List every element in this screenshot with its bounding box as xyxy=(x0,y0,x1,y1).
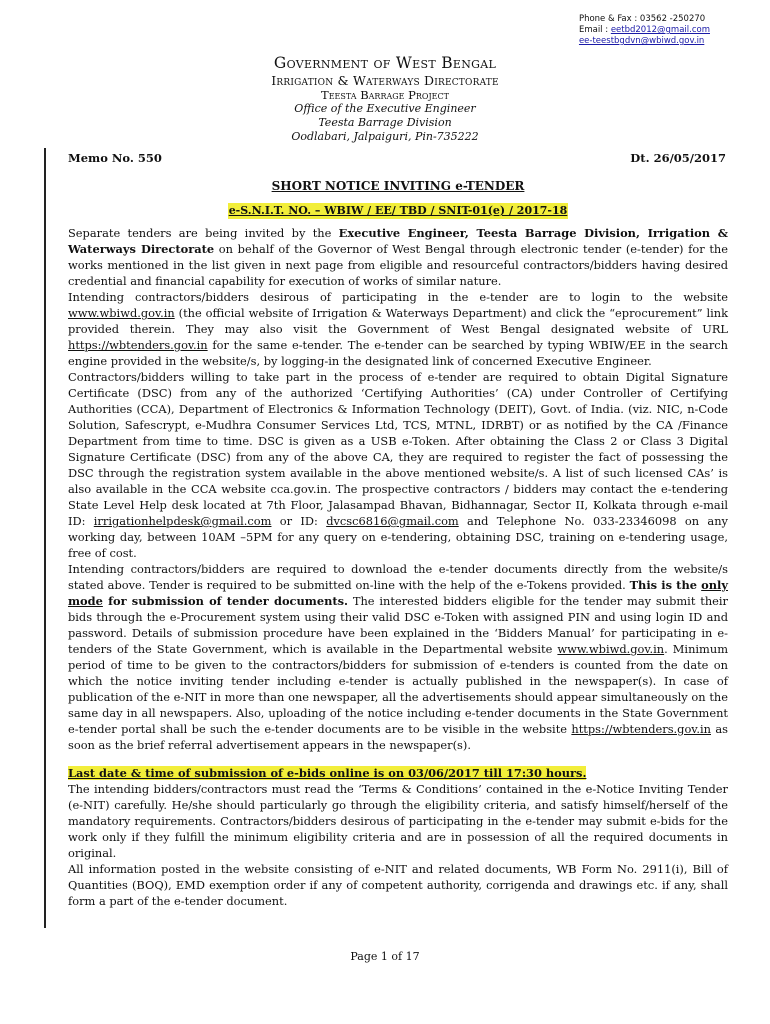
snit-number: e-S.N.I.T. NO. – WBIW / EE/ TBD / SNIT-01(e) / 2017-18 xyxy=(228,204,568,217)
memo-date: Dt. 26/05/2017 xyxy=(630,151,726,165)
para2-text-c: for the same e-tender. The e-tender can be searched by typing WBIW/EE in the search engine provided in the website/s, by logging-in the designated link of concerned Executive Engineer. xyxy=(68,338,728,368)
para1-bold: Executive Engineer, Teesta Barrage Division, Irrigation & Waterways Directorate xyxy=(68,226,728,256)
memo-row xyxy=(68,150,728,166)
dvcsc-email-link[interactable]: dvcsc6816@gmail.com xyxy=(326,514,459,528)
email-link-2[interactable]: ee-teestbgdvn@wbiwd.gov.in xyxy=(578,36,705,46)
office-address: Oodlabari, Jalpaiguri, Pin-735222 xyxy=(291,130,479,143)
division-title: Teesta Barrage Division xyxy=(318,116,452,129)
memo-number: Memo No. 550 xyxy=(68,151,162,165)
para4-text-d: . Minimum period of time to be given to the contractors/bidders for submission of e-tenders is counted from the date on which the notice inviting tender including e-tender is actually published in the newspaper(s). In case of publication of the e-NIT in more than one newspaper, all the advertisements should appear simultaneously on the same day in all newspapers. Also, uploading of the notice including e-tender documents in the State Government e-tender portal shall be such the e-tender documents are to be visible in the website xyxy=(68,642,728,736)
email-label: Email : xyxy=(578,25,609,35)
paragraph-2 xyxy=(68,289,728,369)
para4-text-e: as soon as the brief referral advertisement appears in the newspaper(s). xyxy=(68,722,728,752)
paragraph-4 xyxy=(68,561,728,753)
left-margin-rule xyxy=(44,148,46,928)
government-title: Government of West Bengal xyxy=(273,54,497,72)
contact-block xyxy=(579,14,710,47)
para4-bold-3: for submission of tender documents. xyxy=(102,594,348,608)
email-link-1[interactable]: eetbd2012@gmail.com xyxy=(610,25,710,35)
document-body xyxy=(68,150,728,909)
phone-fax: Phone & Fax : 03562 -250270 xyxy=(578,14,706,24)
project-title: Teesta Barrage Project xyxy=(321,88,449,102)
page-number: Page 1 of 17 xyxy=(350,950,420,963)
wbiwd-link[interactable]: www.wbiwd.gov.in xyxy=(68,306,175,320)
email-line-1 xyxy=(579,25,710,36)
paragraph-6: All information posted in the website consisting of e-NIT and related documents, WB Form No. 2911(i), Bill of Quantities (BOQ), EMD exemption order if any of competent authority, corrigenda and drawings etc. if any, shall form a part of the e-tender document. xyxy=(68,862,728,908)
para4-text-a: Intending contractors/bidders are required to download the e-tender documents directly from the website/s stated above. Tender is required to be submitted on-line with the help of the e-Tokens provided. xyxy=(68,562,728,592)
para4-bold-1: This is the xyxy=(629,578,702,592)
office-title: Office of the Executive Engineer xyxy=(294,102,476,115)
helpdesk-email-link[interactable]: irrigationhelpdesk@gmail.com xyxy=(93,514,272,528)
wbtenders-link-2[interactable]: https://wbtenders.gov.in xyxy=(571,722,711,736)
para3-text-a: Contractors/bidders willing to take part in the process of e-tender are required to obtain Digital Signature Certificate (DSC) from any of the authorized ‘Certifying Authorities’ (CA) under Controller of Certifying Authorities (CCA), Department of Electronics & Information Technology (DEIT), Govt. of India. (viz. NIC, n-Code Solution, Safescrypt, e-Mudhra Consumer Services Ltd, TCS, MTNL, IDRBT) or as notified by the CA /Finance Department from time to time. DSC is given as a USB e-Token. After obtaining the Class 2 or Class 3 Digital Signature Certificate (DSC) from any of the above CA, they are required to register the fact of possessing the DSC through the registration system available in the above mentioned website/s. A list of such licensed CAs’ is also available in the CCA website cca.gov.in. The prospective contractors / bidders may contact the e-tendering State Level Help desk located at 7th Floor, Jalasampad Bhavan, Bidhannagar, Sector II, Kolkata through e-mail ID: xyxy=(68,370,728,528)
para2-text-b: (the official website of Irrigation & Waterways Department) and click the “eprocurement” link provided therein. They may also visit the Government of West Bengal designated website of URL xyxy=(68,306,728,336)
last-date-notice: Last date & time of submission of e-bids online is on 03/06/2017 till 17:30 hours. xyxy=(68,766,587,780)
para1-text-a: Separate tenders are being invited by the xyxy=(68,226,339,240)
paragraph-1 xyxy=(68,225,728,289)
para2-text-a: Intending contractors/bidders desirous of participating in the e-tender are to login to the website xyxy=(68,290,728,304)
paragraph-5: The intending bidders/contractors must read the ‘Terms & Conditions’ contained in the e-Notice Inviting Tender (e-NIT) carefully. He/she should particularly go through the eligibility criteria, and satisfy himself/herself of the mandatory requirements. Contractors/bidders desirous of participating in the e-tender may submit e-bids for the work only if they fulfill the minimum eligibility criteria and are in possession of all the required documents in original. xyxy=(68,782,728,860)
directorate-title: Irrigation & Waterways Directorate xyxy=(271,73,499,88)
letterhead xyxy=(0,54,770,144)
para3-text-b: or ID: xyxy=(271,514,327,528)
wbiwd-link-2[interactable]: www.wbiwd.gov.in xyxy=(557,642,665,656)
paragraph-3 xyxy=(68,369,728,561)
para4-bold-only-mode: only mode xyxy=(68,578,728,608)
para1-text-c: on behalf of the Governor of West Bengal through electronic tender (e-tender) for the works mentioned in the list given in next page from eligible and resourceful contractors/bidders having desired credential and financial capability for execution of works of similar nature. xyxy=(68,242,729,288)
wbtenders-link[interactable]: https://wbtenders.gov.in xyxy=(68,338,208,352)
para4-text-c: The interested bidders eligible for the tender may submit their bids through the e-Procurement system using their valid DSC e-Token with assigned PIN and using login ID and password. Details of submission procedure have been explained in the ‘Bidders Manual’ for participating in e-tenders of the State Government, which is available in the Departmental website xyxy=(68,594,729,656)
notice-title: SHORT NOTICE INVITING e-TENDER xyxy=(271,179,525,193)
para3-text-c: and Telephone No. 033-23346098 on any working day, between 10AM –5PM for any query on e-tendering, obtaining DSC, training on e-tendering usage, free of cost. xyxy=(68,514,728,560)
